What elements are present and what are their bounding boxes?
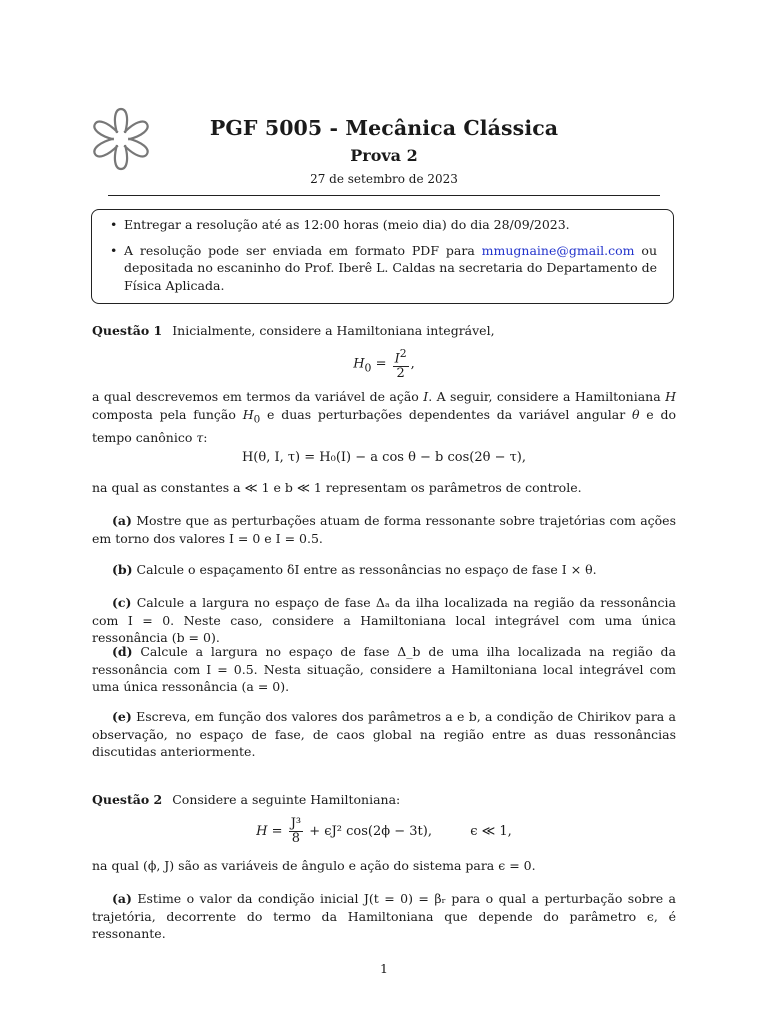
instruction-item-submission: • A resolução pode ser enviada em formato PDF para mmugnaine@gmail.com ou depositada no escaninho do Prof. Iberê L. Caldas na secretaria do Departamento de Física Aplicada. [112,242,657,295]
instruction-item-deadline: • Entregar a resolução até as 12:00 horas (meio dia) do dia 28/09/2023. [112,216,657,234]
instructions-box [91,209,674,304]
question-1-intro: Questão 1 Inicialmente, considere a Hamiltoniana integrável, [92,323,495,338]
equation-q2-hamiltonian: H = $\frac{\text{J³}}{8}$ + ϵJ² cos(2ϕ − 3t), ϵ ≪ 1, [256,816,512,846]
question-2-intro: Questão 2 Considere a seguinte Hamiltoniana: [92,792,401,807]
question-1-paragraph: a qual descrevemos em termos da variável de ação I. A seguir, considere a Hamiltoniana H composta pela função $H_0$ e duas perturbações dependentes da variável angular θ e do tempo canônico τ: [92,389,677,445]
question-1a: (a) Mostre que as perturbações atuam de forma ressonante sobre trajetórias com ações em torno dos valores I = 0 e I = 0.5. [92,513,676,546]
page-title: PGF 5005 - Mecânica Clássica [209,116,559,140]
question-2a: (a) Estime o valor da condição inicial J(t = 0) = βᵣ para o qual a perturbação sobre a trajetória, decorrente do termo da Hamiltoniana que depende do parâmetro ϵ, é ressonante. [92,891,676,941]
page-subtitle: Prova 2 [350,146,418,165]
question-1c: (c) Calcule a largura no espaço de fase Δₐ da ilha localizada na região da ressonância com I = 0. Neste caso, considere a Hamiltoniana local integrável com uma única ressonância (b = 0). [92,595,676,645]
question-2-variables: na qual (ϕ, J) são as variáveis de ângulo e ação do sistema para ϵ = 0. [92,858,536,873]
question-1e: (e) Escreva, em função dos valores dos parâmetros a e b, a condição de Chirikov para a observação, no espaço de fase, de caos global na região entre as duas ressonâncias discutidas anteriormente. [92,709,676,759]
email-link[interactable]: mmugnaine@gmail.com [481,242,635,258]
question-1d: (d) Calcule a largura no espaço de fase Δ_b de uma ilha localizada na região da ressonância com I = 0.5. Nesta situação, considere a Hamiltoniana local integrável com uma única ressonância (a = 0). [92,644,676,694]
question-1-constants: na qual as constantes a ≪ 1 e b ≪ 1 representam os parâmetros de controle. [92,480,582,495]
question-2-label: Questão 2 [92,792,163,807]
exam-date: 27 de setembro de 2023 [310,172,458,186]
question-1b: (b) Calcule o espaçamento δI entre as ressonâncias no espaço de fase I × θ. [112,562,597,577]
question-1-label: Questão 1 [92,323,163,338]
equation-h0: $H_0$ = $\frac{I^2}{2}$ , [353,347,415,382]
page-number: 1 [380,961,388,976]
header-divider [108,195,660,196]
equation-hamiltonian: H(θ, I, τ) = H₀(I) − a cos θ − b cos(2θ − τ), [241,450,527,465]
institution-logo-icon [88,106,154,172]
